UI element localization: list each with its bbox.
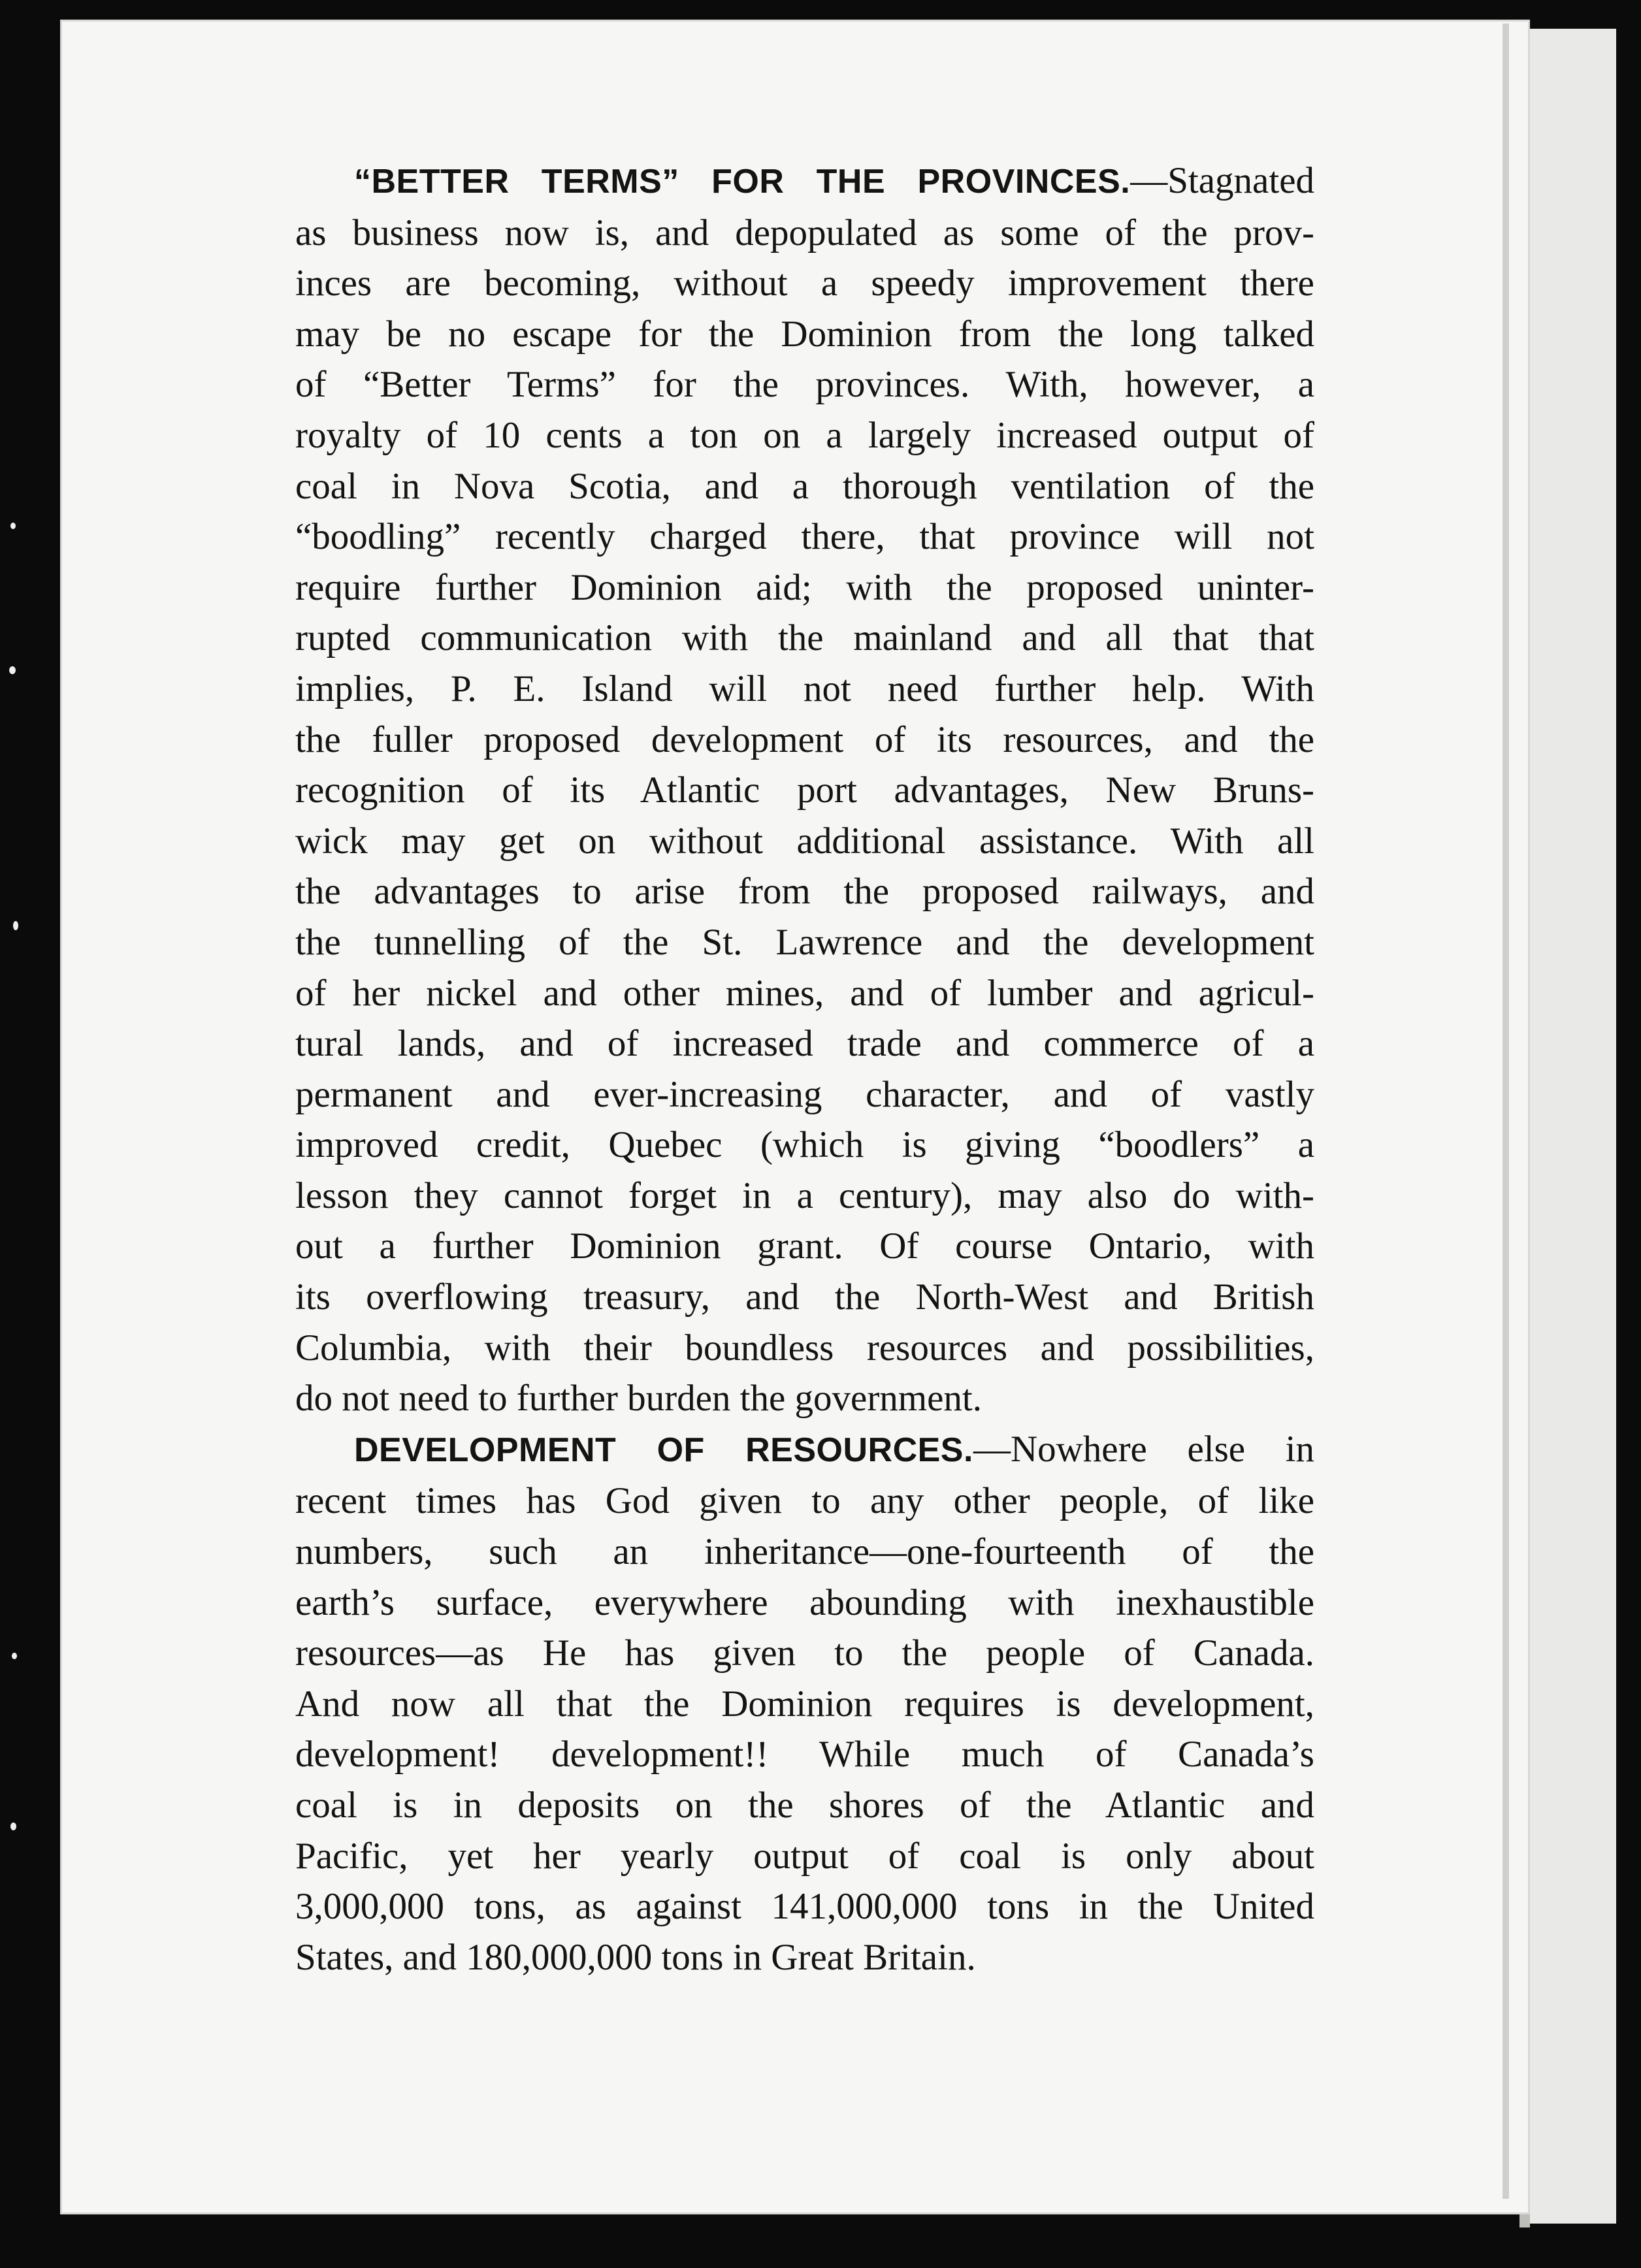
- paragraph-line: coal is in deposits on the shores of the Atlantic and: [295, 1785, 1314, 1826]
- paragraph-line: “BETTER TERMS” FOR THE PROVINCES.—Stagnated: [354, 160, 1314, 201]
- section-heading: DEVELOPMENT OF RESOURCES.: [354, 1431, 973, 1469]
- paragraph-line: improved credit, Quebec (which is giving “boodlers” a: [295, 1124, 1314, 1166]
- paragraph-line: States, and 180,000,000 tons in Great Britain.: [295, 1936, 976, 1978]
- paragraph-line: recognition of its Atlantic port advantages, New Bruns-: [295, 770, 1314, 811]
- paragraph-line: Pacific, yet her yearly output of coal is only about: [295, 1835, 1314, 1877]
- paragraph-line: 3,000,000 tons, as against 141,000,000 tons in the United: [295, 1886, 1314, 1928]
- scan-speck: [9, 666, 16, 674]
- paragraph-line: And now all that the Dominion requires is development,: [295, 1683, 1314, 1725]
- paragraph-line: the tunnelling of the St. Lawrence and the development: [295, 921, 1314, 963]
- paragraph-line: rupted communication with the mainland and all that that: [295, 617, 1314, 659]
- paragraph-line: inces are becoming, without a speedy improvement there: [295, 263, 1314, 304]
- scan-speck: [10, 1822, 16, 1830]
- paragraph-line: implies, P. E. Island will not need further help. With: [295, 668, 1314, 709]
- paragraph-line: lesson they cannot forget in a century), may also do with-: [295, 1174, 1314, 1216]
- paragraph-line: coal in Nova Scotia, and a thorough ventilation of the: [295, 465, 1314, 507]
- paragraph-line: do not need to further burden the government.: [295, 1378, 983, 1419]
- paragraph-line: as business now is, and depopulated as some of the prov-: [295, 212, 1314, 253]
- page-edge: [1503, 24, 1509, 2199]
- paragraph-line: of “Better Terms” for the provinces. With, however, a: [295, 364, 1314, 406]
- paragraph-line: development! development!! While much of Canada’s: [295, 1734, 1314, 1775]
- paragraph-line: its overflowing treasury, and the North-West and British: [295, 1276, 1314, 1318]
- facing-page: [1530, 29, 1616, 2224]
- paragraph-line: the fuller proposed development of its resources, and the: [295, 719, 1314, 760]
- paragraph-line: DEVELOPMENT OF RESOURCES.—Nowhere else in: [354, 1428, 1314, 1470]
- paragraph-line: out a further Dominion grant. Of course Ontario, with: [295, 1225, 1314, 1267]
- paragraph-line: earth’s surface, everywhere abounding with inexhaustible: [295, 1581, 1314, 1623]
- paragraph-line: of her nickel and other mines, and of lumber and agricul-: [295, 972, 1314, 1014]
- section-heading: “BETTER TERMS” FOR THE PROVINCES.: [354, 163, 1131, 201]
- paragraph-line: wick may get on without additional assistance. With all: [295, 820, 1314, 862]
- paragraph-line: royalty of 10 cents a ton on a largely increased output of: [295, 414, 1314, 456]
- paragraph-line: recent times has God given to any other people, of like: [295, 1480, 1314, 1522]
- paragraph-line: may be no escape for the Dominion from the long talked: [295, 313, 1314, 355]
- scan-speck: [13, 921, 18, 930]
- paragraph-line: require further Dominion aid; with the proposed uninter-: [295, 566, 1314, 608]
- paragraph-line: resources—as He has given to the people of Canada.: [295, 1632, 1314, 1674]
- scan-speck: [12, 1653, 17, 1659]
- scan-speck: [10, 523, 16, 529]
- article-text: [295, 155, 1314, 1983]
- paragraph-line: permanent and ever-increasing character, and of vastly: [295, 1073, 1314, 1115]
- paragraph-line: the advantages to arise from the proposed railways, and: [295, 871, 1314, 913]
- paragraph-line: tural lands, and of increased trade and commerce of a: [295, 1023, 1314, 1065]
- paragraph-line: “boodling” recently charged there, that province will not: [295, 516, 1314, 558]
- paragraph-line: numbers, such an inheritance—one-fourteenth of the: [295, 1531, 1314, 1573]
- paragraph-line: Columbia, with their boundless resources and possibilities,: [295, 1327, 1314, 1369]
